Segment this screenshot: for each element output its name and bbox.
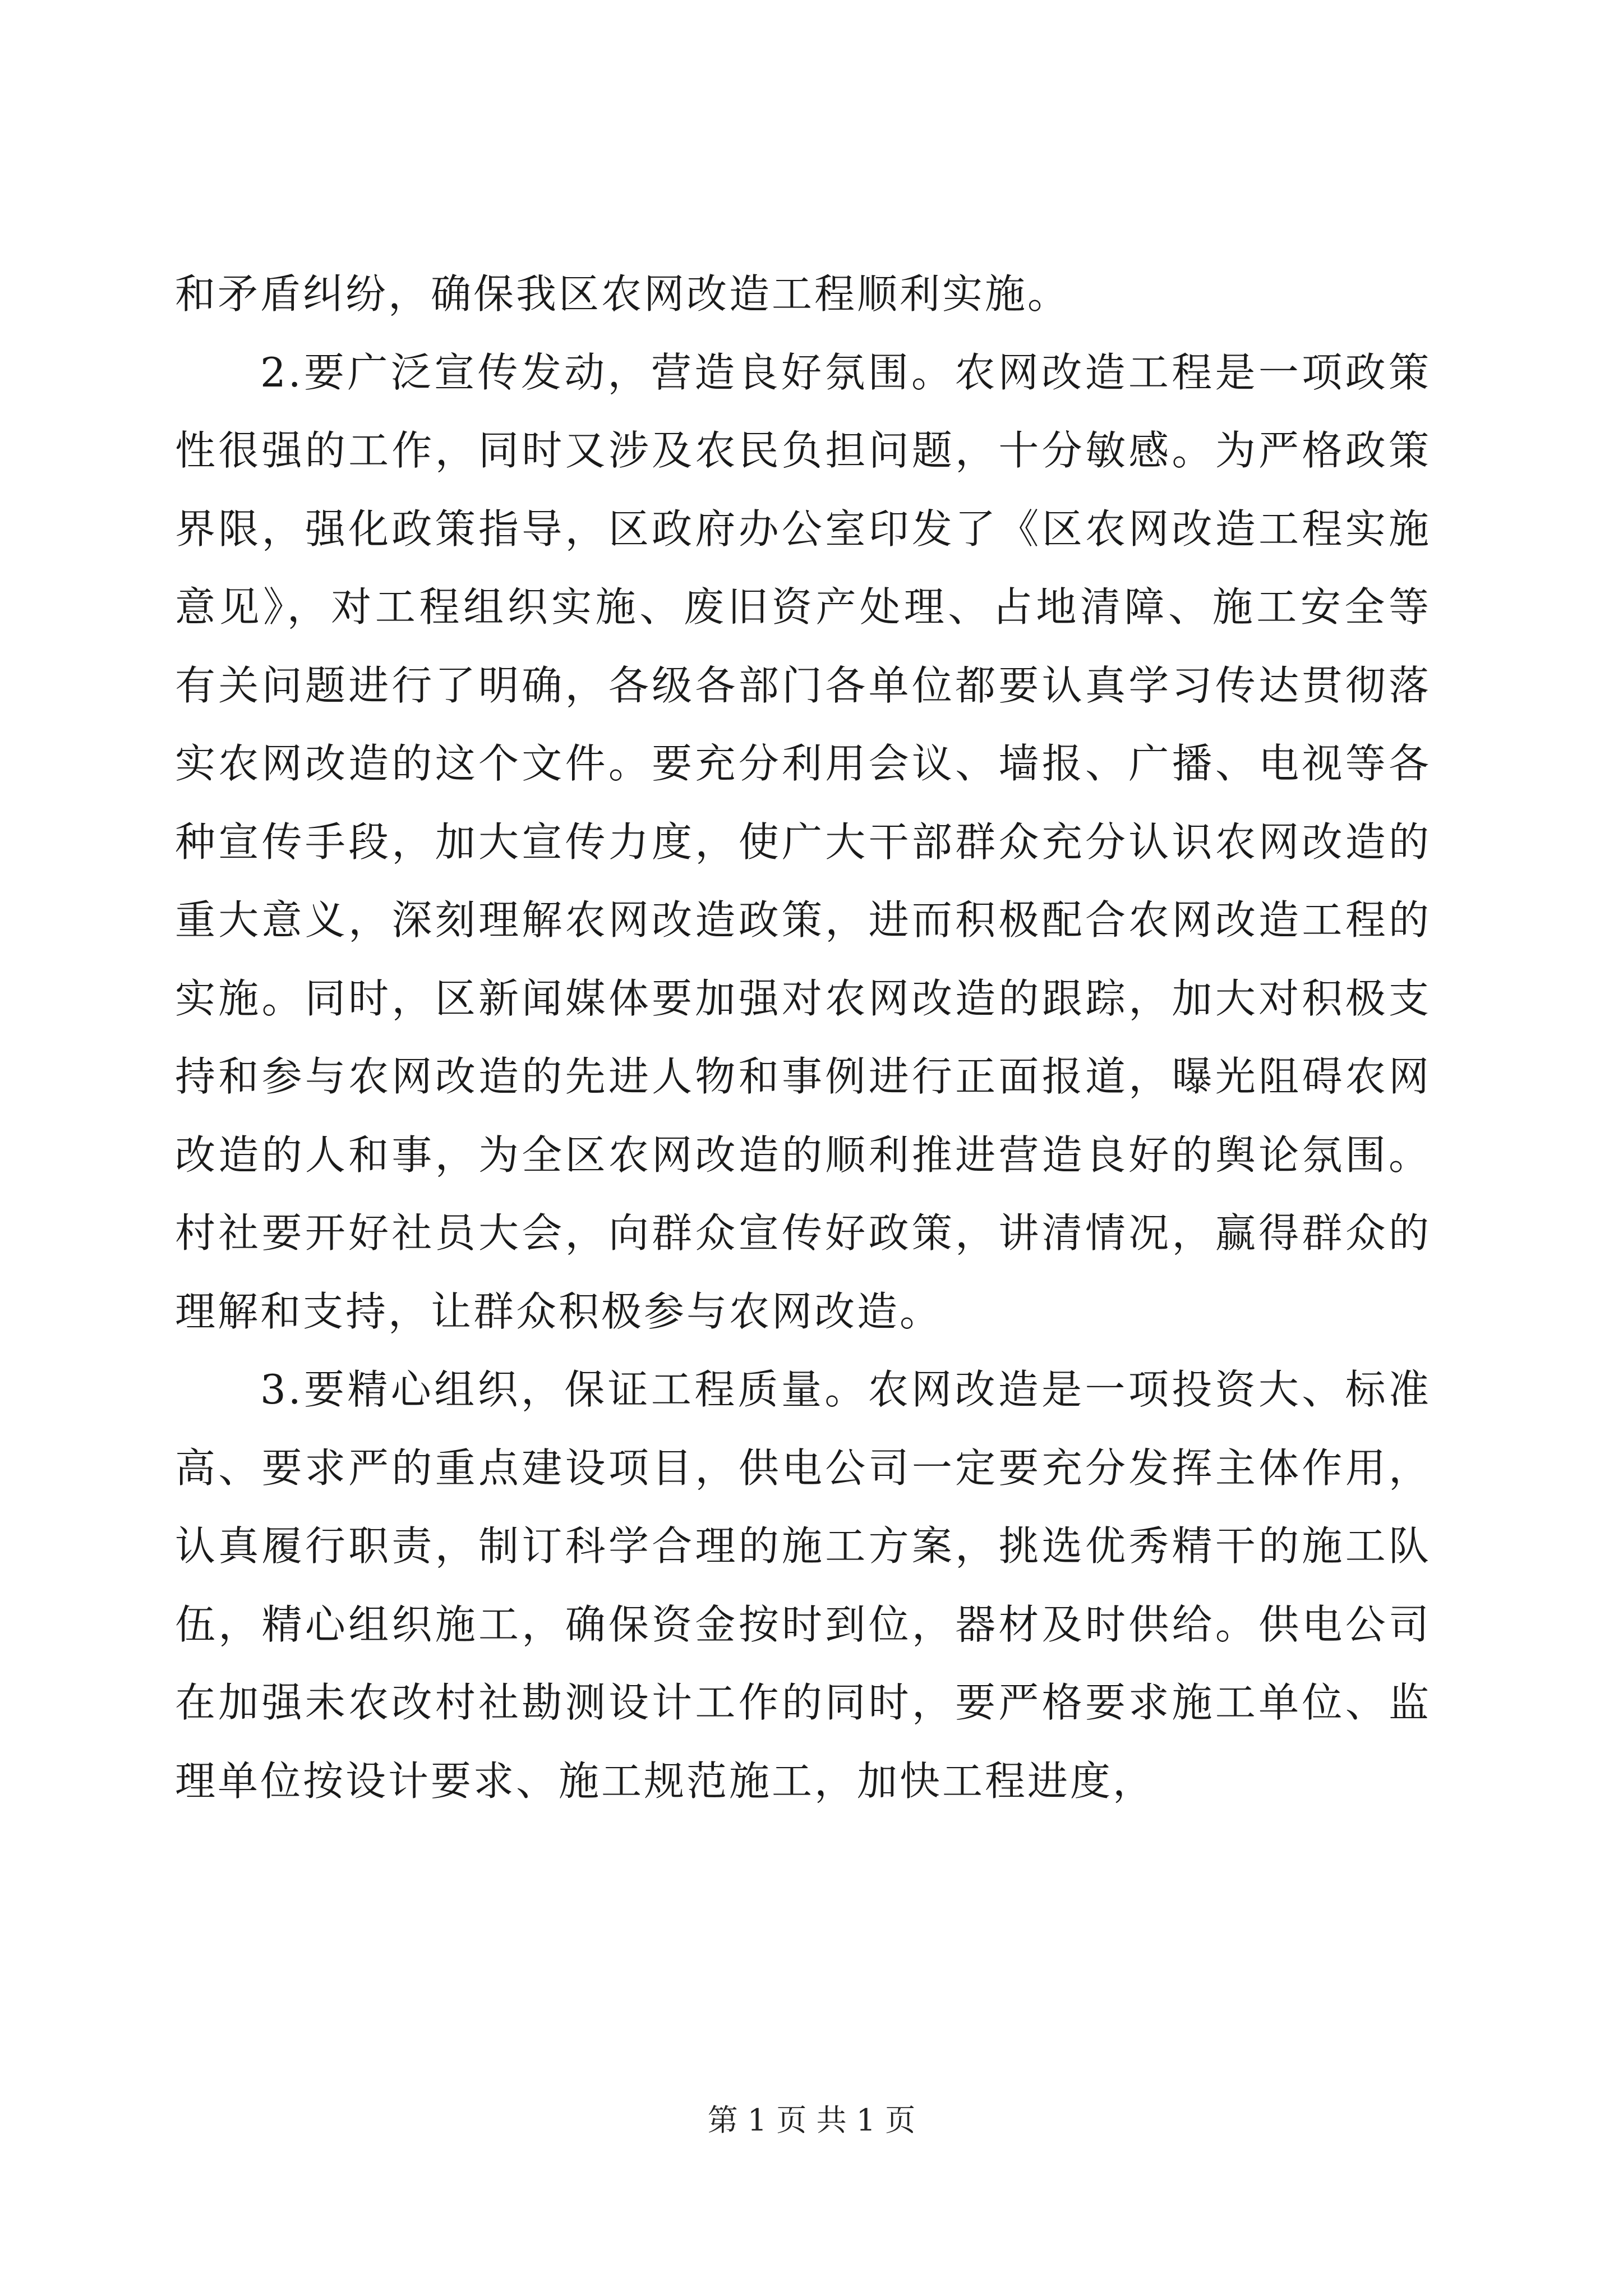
paragraph-continuation: 和矛盾纠纷，确保我区农网改造工程顺利实施。 [175, 270, 1071, 318]
document-body [175, 255, 1431, 1820]
page-footer: 第 1 页 共 1 页 [707, 2102, 916, 2138]
paragraph-item-2: 2.要广泛宣传发动，营造良好氛围。农网改造工程是一项政策性很强的工作，同时又涉及农民负担问题，十分敏感。为严格政策界限，强化政策指导，区政府办公室印发了《区农网改造工程实施意见》，对工程组织实施、废旧资产处理、占地清障、施工安全等有关问题进行了明确，各级各部门各单位都要认真学习传达贯彻落实农网改造的这个文件。要充分利用会议、墙报、广播、电视等各种宣传手段，加大宣传力度，使广大干部群众充分认识农网改造的重大意义，深刻理解农网改造政策，进而积极配合农网改造工程的实施。同时，区新闻媒体要加强对农网改造的跟踪，加大对积极支持和参与农网改造的先进人物和事例进行正面报道，曝光阻碍农网改造的人和事，为全区农网改造的顺利推进营造良好的舆论氛围。村社要开好社员大会，向群众宣传好政策，讲清情况，赢得群众的理解和支持，让群众积极参与农网改造。 [175, 348, 1431, 1335]
paragraph-item-3: 3.要精心组织，保证工程质量。农网改造是一项投资大、标准高、要求严的重点建设项目，供电公司一定要充分发挥主体作用，认真履行职责，制订科学合理的施工方案，挑选优秀精干的施工队伍，精心组织施工，确保资金按时到位，器材及时供给。供电公司在加强未农改村社勘测设计工作的同时，要严格要求施工单位、监理单位按设计要求、施工规范施工，加快工程进度， [175, 1366, 1431, 1805]
